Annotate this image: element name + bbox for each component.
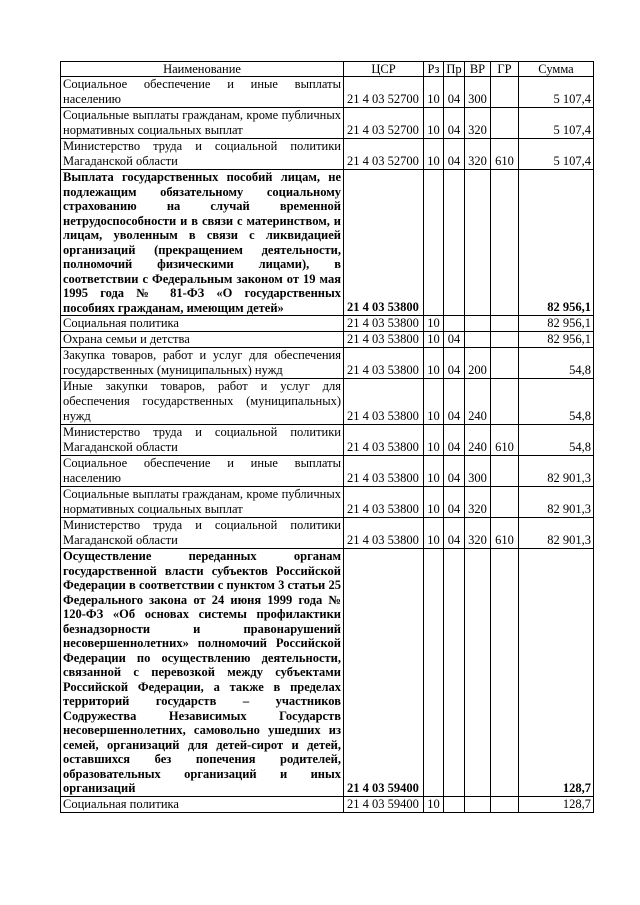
cell-name: Иные закупки товаров, работ и услуг для обеспечения государственных (муниципальных) нужд (61, 379, 344, 425)
cell-gr (491, 456, 519, 487)
header-gr: ГР (491, 62, 519, 77)
cell-sum: 54,8 (519, 348, 594, 379)
cell-pr (444, 549, 465, 797)
cell-pr: 04 (444, 332, 465, 348)
cell-rz: 10 (424, 332, 444, 348)
cell-rz: 10 (424, 379, 444, 425)
cell-pr (444, 316, 465, 332)
cell-sum: 128,7 (519, 549, 594, 797)
cell-sum: 5 107,4 (519, 77, 594, 108)
cell-pr: 04 (444, 139, 465, 170)
cell-pr: 04 (444, 456, 465, 487)
header-pr: Пр (444, 62, 465, 77)
table-row (61, 456, 594, 487)
table-row (61, 796, 594, 812)
cell-name: Министерство труда и социальной политики Магаданской области (61, 139, 344, 170)
cell-gr (491, 316, 519, 332)
cell-gr (491, 549, 519, 797)
cell-name: Социальная политика (61, 316, 344, 332)
cell-pr: 04 (444, 108, 465, 139)
cell-gr (491, 170, 519, 316)
cell-rz: 10 (424, 518, 444, 549)
cell-pr: 04 (444, 77, 465, 108)
cell-csr: 21 4 03 53800 (344, 425, 424, 456)
cell-name: Социальное обеспечение и иные выплаты населению (61, 456, 344, 487)
cell-sum: 54,8 (519, 379, 594, 425)
header-name: Наименование (61, 62, 344, 77)
cell-csr: 21 4 03 59400 (344, 796, 424, 812)
cell-csr: 21 4 03 52700 (344, 77, 424, 108)
cell-gr: 610 (491, 425, 519, 456)
cell-gr: 610 (491, 139, 519, 170)
cell-gr (491, 332, 519, 348)
cell-csr: 21 4 03 52700 (344, 108, 424, 139)
cell-name: Министерство труда и социальной политики Магаданской области (61, 425, 344, 456)
cell-vr: 320 (465, 139, 491, 170)
cell-sum: 82 901,3 (519, 518, 594, 549)
cell-gr: 610 (491, 518, 519, 549)
cell-pr: 04 (444, 348, 465, 379)
cell-name: Социальные выплаты гражданам, кроме публичных нормативных социальных выплат (61, 108, 344, 139)
cell-pr: 04 (444, 425, 465, 456)
cell-csr: 21 4 03 53800 (344, 316, 424, 332)
cell-csr: 21 4 03 52700 (344, 139, 424, 170)
budget-document (60, 61, 594, 813)
table-row (61, 77, 594, 108)
cell-vr (465, 170, 491, 316)
cell-rz: 10 (424, 348, 444, 379)
cell-name: Социальная политика (61, 796, 344, 812)
cell-vr: 300 (465, 456, 491, 487)
header-vr: ВР (465, 62, 491, 77)
cell-gr (491, 379, 519, 425)
cell-name: Осуществление переданных органам государственной власти субъектов Российской Федерации в соответствии с пунктом 3 статьи 25 Федерального закона от 24 июня 1999 года № 120-ФЗ «Об основах системы профилактики безнадзорности и правонарушений несовершеннолетних» полномочий Российской Федерации по осуществлению деятельности, связанной с перевозкой между субъектами Российской Федерации, а также в пределах территорий государств – участников Содружества Независимых Государств несовершеннолетних, самовольно ушедших из семей, организаций для детей-сирот и детей, оставшихся без попечения родителей, образовательных организаций и иных организаций (61, 549, 344, 797)
table-row (61, 139, 594, 170)
cell-csr: 21 4 03 53800 (344, 348, 424, 379)
cell-vr: 300 (465, 77, 491, 108)
cell-vr: 240 (465, 425, 491, 456)
cell-name: Закупка товаров, работ и услуг для обеспечения государственных (муниципальных) нужд (61, 348, 344, 379)
cell-gr (491, 487, 519, 518)
cell-sum: 5 107,4 (519, 108, 594, 139)
table-row (61, 316, 594, 332)
cell-csr: 21 4 03 53800 (344, 456, 424, 487)
cell-name: Социальные выплаты гражданам, кроме публичных нормативных социальных выплат (61, 487, 344, 518)
cell-vr: 240 (465, 379, 491, 425)
cell-name: Министерство труда и социальной политики Магаданской области (61, 518, 344, 549)
cell-rz: 10 (424, 456, 444, 487)
cell-rz: 10 (424, 796, 444, 812)
cell-pr: 04 (444, 487, 465, 518)
cell-vr (465, 549, 491, 797)
table-row (61, 518, 594, 549)
cell-pr (444, 796, 465, 812)
cell-csr: 21 4 03 53800 (344, 379, 424, 425)
table-row-program (61, 170, 594, 316)
header-rz: Рз (424, 62, 444, 77)
cell-csr: 21 4 03 53800 (344, 518, 424, 549)
cell-csr: 21 4 03 53800 (344, 332, 424, 348)
cell-vr: 320 (465, 108, 491, 139)
cell-vr: 320 (465, 487, 491, 518)
cell-gr (491, 108, 519, 139)
table-row-program (61, 549, 594, 797)
cell-sum: 82 956,1 (519, 332, 594, 348)
cell-pr: 04 (444, 518, 465, 549)
cell-pr: 04 (444, 379, 465, 425)
budget-table (60, 61, 594, 813)
cell-name: Охрана семьи и детства (61, 332, 344, 348)
cell-rz: 10 (424, 487, 444, 518)
cell-rz: 10 (424, 108, 444, 139)
cell-rz: 10 (424, 77, 444, 108)
cell-name: Социальное обеспечение и иные выплаты населению (61, 77, 344, 108)
cell-csr: 21 4 03 59400 (344, 549, 424, 797)
cell-sum: 82 901,3 (519, 487, 594, 518)
cell-rz: 10 (424, 139, 444, 170)
cell-gr (491, 348, 519, 379)
cell-csr: 21 4 03 53800 (344, 487, 424, 518)
cell-rz: 10 (424, 425, 444, 456)
cell-sum: 82 901,3 (519, 456, 594, 487)
cell-vr (465, 316, 491, 332)
cell-pr (444, 170, 465, 316)
cell-rz (424, 549, 444, 797)
header-csr: ЦСР (344, 62, 424, 77)
cell-sum: 82 956,1 (519, 316, 594, 332)
table-row (61, 425, 594, 456)
cell-vr (465, 332, 491, 348)
table-row (61, 108, 594, 139)
header-sum: Сумма (519, 62, 594, 77)
cell-vr: 320 (465, 518, 491, 549)
cell-name: Выплата государственных пособий лицам, не подлежащим обязательному социальному страхованию на случай временной нетрудоспособности и в связи с материнством, и лицам, уволенным в связи с ликвидацией организаций (прекращением деятельности, полномочий физическими лицами), в соответствии с Федеральным законом от 19 мая 1995 года № 81-ФЗ «О государственных пособиях гражданам, имеющим детей» (61, 170, 344, 316)
cell-csr: 21 4 03 53800 (344, 170, 424, 316)
cell-rz (424, 170, 444, 316)
table-header-row (61, 62, 594, 77)
cell-rz: 10 (424, 316, 444, 332)
cell-vr: 200 (465, 348, 491, 379)
table-row (61, 348, 594, 379)
cell-gr (491, 796, 519, 812)
table-row (61, 487, 594, 518)
cell-sum: 128,7 (519, 796, 594, 812)
cell-gr (491, 77, 519, 108)
cell-sum: 5 107,4 (519, 139, 594, 170)
cell-sum: 82 956,1 (519, 170, 594, 316)
table-row (61, 332, 594, 348)
cell-sum: 54,8 (519, 425, 594, 456)
table-row (61, 379, 594, 425)
cell-vr (465, 796, 491, 812)
